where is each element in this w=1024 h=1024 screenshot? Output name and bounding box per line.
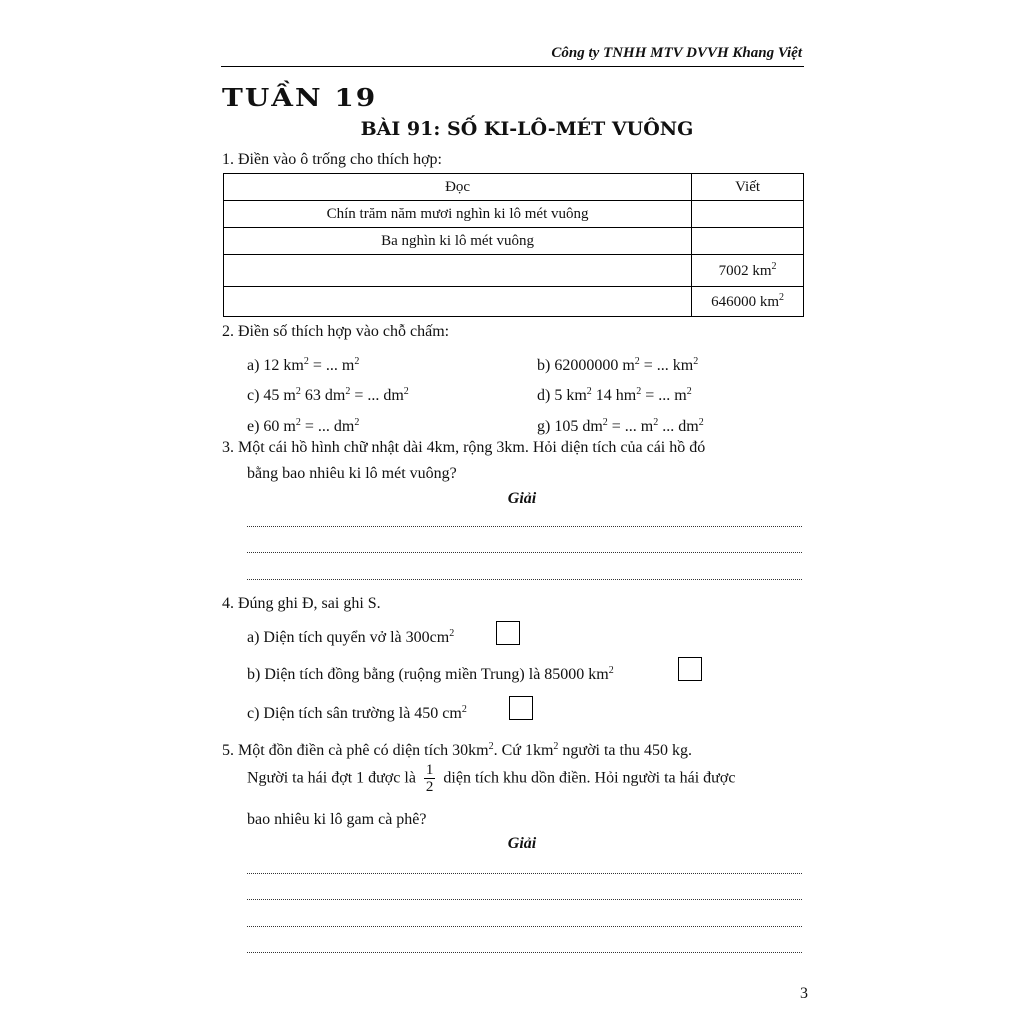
q2-prompt: 2. Điền số thích hợp vào chỗ chấm: [222, 323, 450, 340]
q4-item-c: c) Diện tích sân trường là 450 $cm^2$ [247, 704, 467, 722]
header-rule [221, 66, 804, 67]
table-cell-write-blank[interactable] [692, 201, 804, 228]
q4-item-b: b) Diện tích đồng bằng (ruộng miền Trung) là 85000 $km^2$ [247, 665, 614, 683]
q4-item-a: a) Diện tích quyển vở là $300cm^2$ [247, 628, 455, 646]
answer-line[interactable] [247, 952, 802, 954]
publisher-header: Công ty TNHH MTV DVVH Khang Việt [551, 45, 802, 61]
q2-item-b: b) 62000000 $m^2$ = ... $km^2$ [537, 356, 699, 374]
col-header-write: Viết [692, 174, 804, 201]
solution-label-text: Giải [507, 490, 537, 507]
q3-line1: 3. Một cái hồ hình chữ nhật dài 4km, rộng 3km. Hỏi diện tích của cái hồ đó [222, 439, 706, 456]
table-cell-read: Chín trăm năm mươi nghìn ki lô mét vuông [224, 201, 692, 228]
table-cell-write [692, 255, 804, 287]
answer-line[interactable] [247, 899, 802, 901]
q2-item-g: g) 105 $dm^2$ = ... $m^2$ ... $dm^2$ [537, 417, 704, 435]
answer-line[interactable] [247, 526, 802, 528]
lesson-title [0, 118, 1024, 140]
exponent: 2 [779, 292, 785, 303]
col-header-read: Đọc [224, 174, 692, 201]
q1-table [223, 173, 804, 317]
answer-line[interactable] [247, 552, 802, 554]
table-cell-read-blank[interactable] [224, 255, 692, 287]
page-number: 3 [800, 985, 808, 1002]
exponent: 2 [771, 261, 777, 272]
answer-line[interactable] [247, 579, 802, 581]
week-title: TUẦN 19 [222, 84, 378, 113]
solution-label-text: Giải [507, 835, 537, 852]
q5-line1: 5. Một đồn điền cà phê có diện tích $30km^2$. Cứ $1km^2$ người ta thu 450 kg. [222, 741, 692, 759]
q5-line3: bao nhiêu ki lô gam cà phê? [247, 811, 427, 828]
q1-prompt: 1. Điền vào ô trống cho thích hợp: [222, 151, 442, 168]
q2-item-d: d) 5 $km^2$ 14 $hm^2$ = ... $m^2$ [537, 386, 692, 404]
fraction-one-half: $\frac{1}{2}$ [425, 762, 434, 795]
q3-solution-label [0, 490, 1024, 508]
write-value: 7002 km [718, 263, 772, 279]
q2-item-e: e) 60 $m^2$ = ... $dm^2$ [247, 417, 360, 435]
q5-line2: Người ta hái đợt 1 được là $\frac{1}{2}$ diện tích khu dồn điền. Hỏi người ta hái được [247, 762, 736, 795]
table-cell-read: Ba nghìn ki lô mét vuông [224, 228, 692, 255]
q2-item-a: a) 12 $km^2$ = ... $m^2$ [247, 356, 360, 374]
q3-line2: bằng bao nhiêu ki lô mét vuông? [247, 465, 457, 482]
answer-checkbox-b[interactable] [678, 657, 702, 681]
table-cell-write-blank[interactable] [692, 228, 804, 255]
write-value: 646000 km [711, 294, 780, 310]
table-cell-write [692, 287, 804, 317]
answer-checkbox-c[interactable] [509, 696, 533, 720]
q2-item-c: c) 45 $m^2$ 63 $dm^2$ = ... $dm^2$ [247, 386, 409, 404]
lesson-title-text: BÀI 91: SỐ KI-LÔ-MÉT VUÔNG [360, 118, 694, 140]
answer-checkbox-a[interactable] [496, 621, 520, 645]
q4-prompt: 4. Đúng ghi Đ, sai ghi S. [222, 595, 381, 612]
table-cell-read-blank[interactable] [224, 287, 692, 317]
answer-line[interactable] [247, 873, 802, 875]
answer-line[interactable] [247, 926, 802, 928]
q5-solution-label [0, 835, 1024, 853]
